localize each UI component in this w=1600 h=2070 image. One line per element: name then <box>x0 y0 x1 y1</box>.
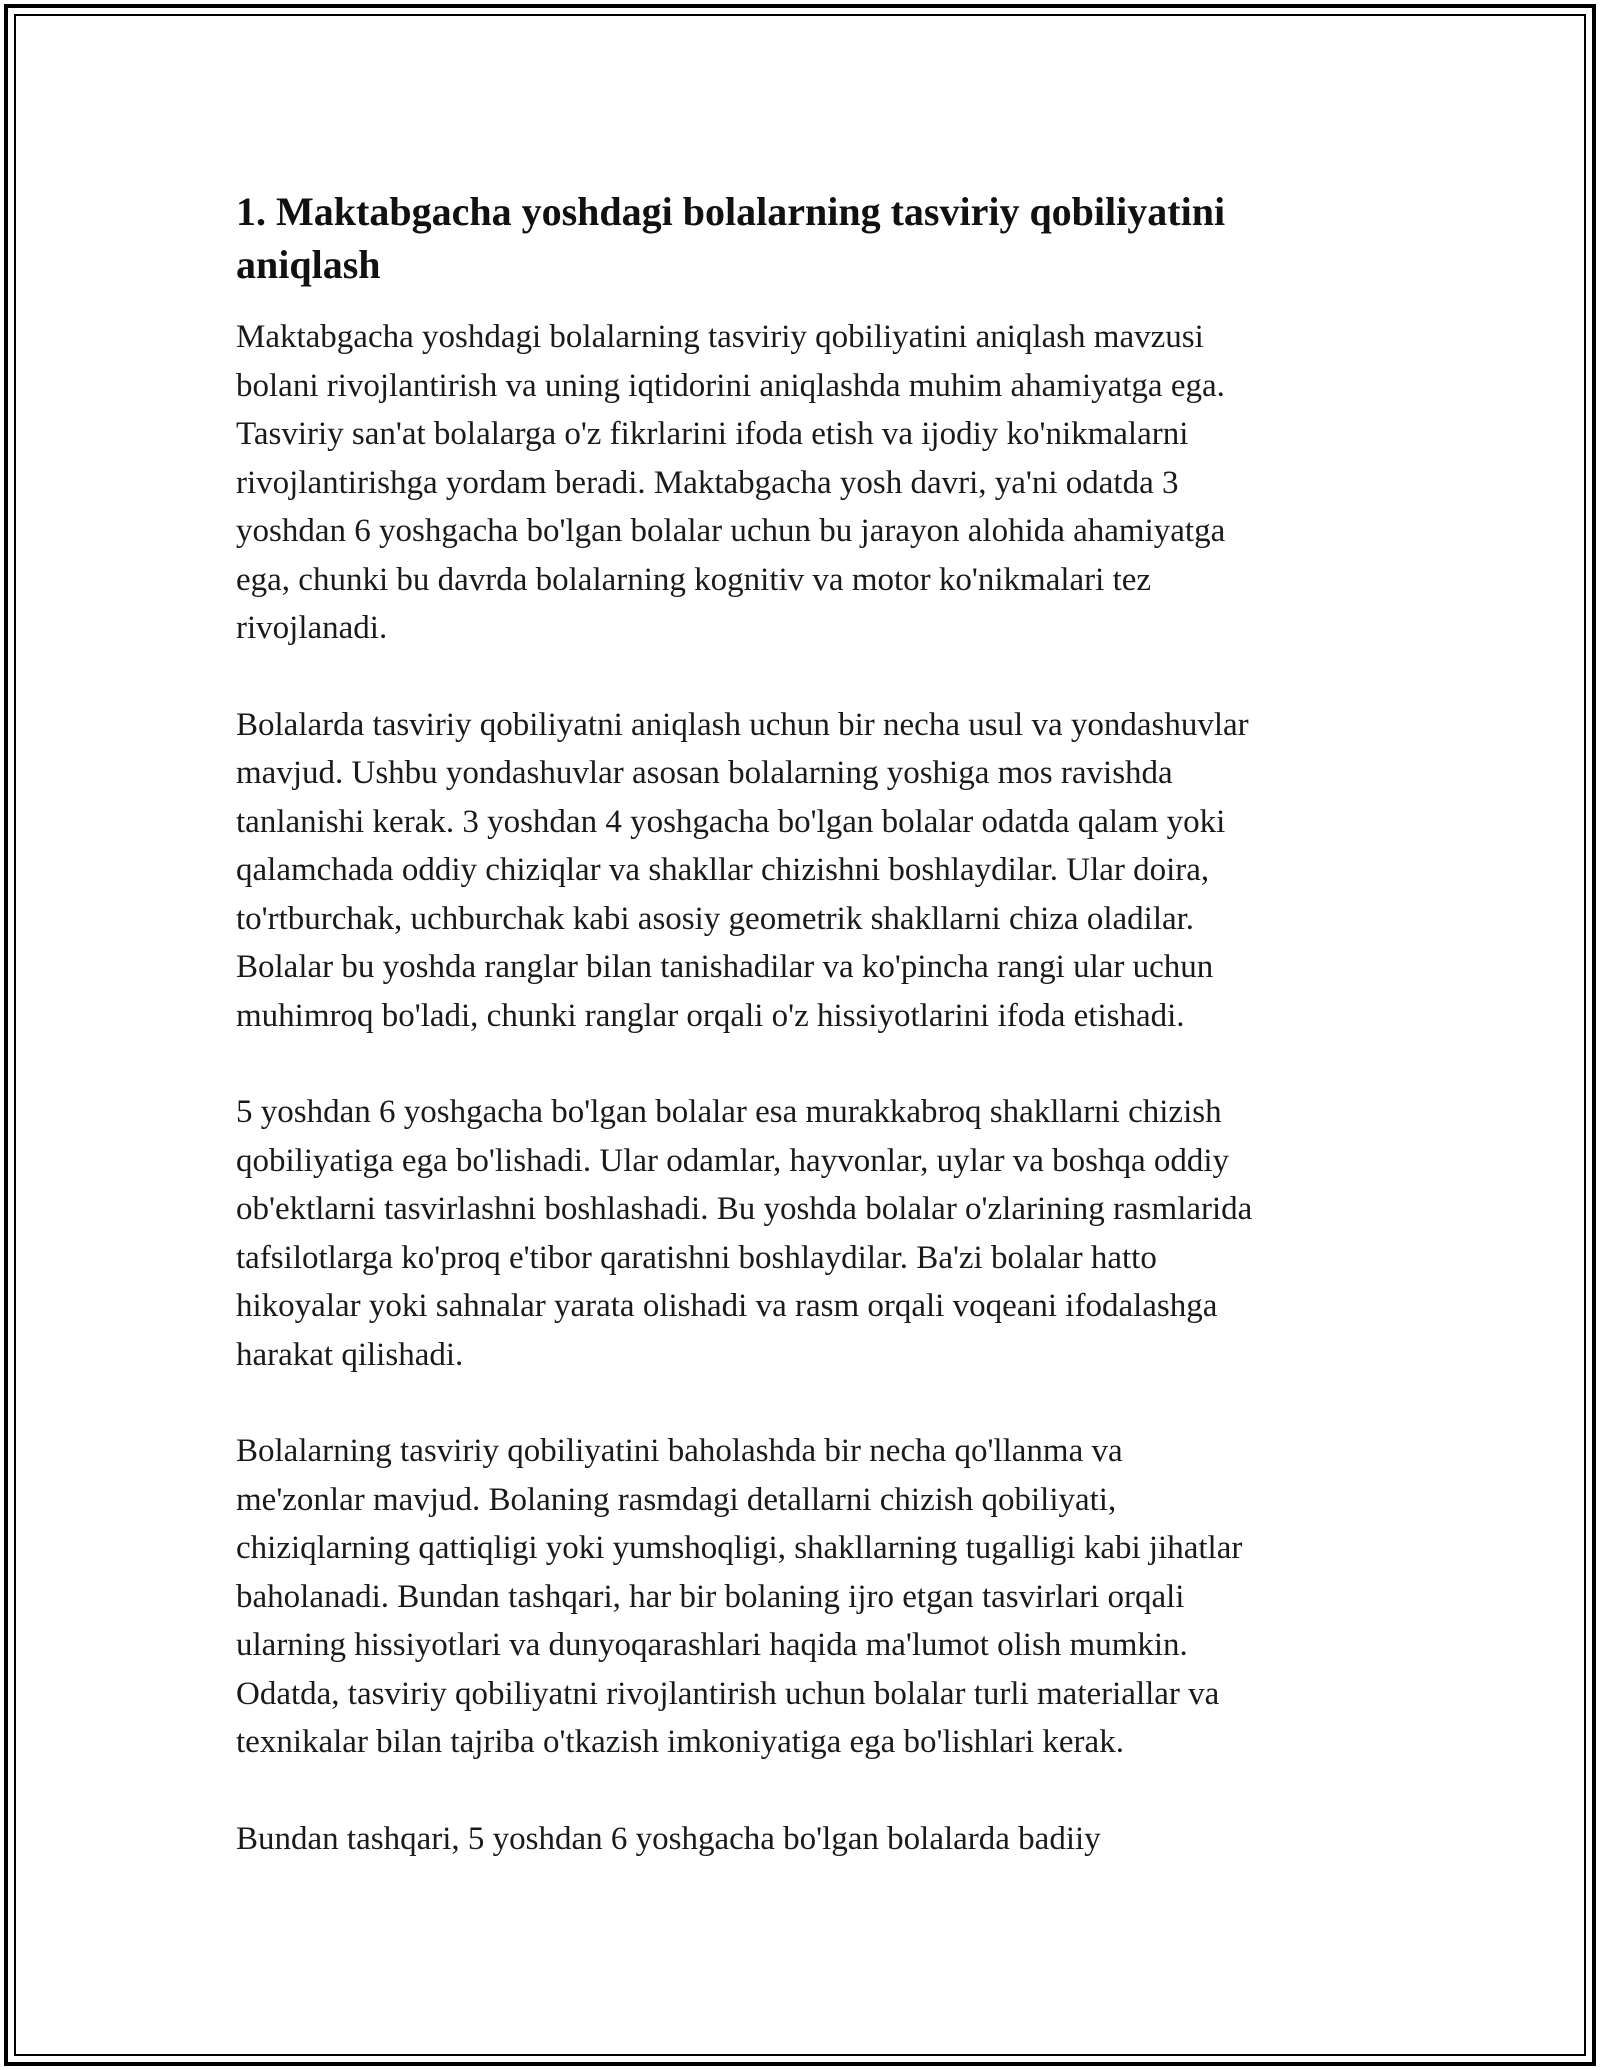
paragraph-line: baholanadi. Bundan tashqari, har bir bolaning ijro etgan tasvirlari orqali <box>236 1578 1185 1615</box>
paragraph-4 <box>236 1427 1396 1767</box>
paragraph-line: hikoyalar yoki sahnalar yarata olishadi va rasm orqali voqeani ifodalashga <box>236 1288 1218 1324</box>
paragraph-line: harakat qilishadi. <box>236 1336 464 1373</box>
paragraph-line: yoshdan 6 yoshgacha bo'lgan bolalar uchun bu jarayon alohida ahamiyatga <box>236 513 1226 549</box>
paragraph-line: Bolalar bu yoshda ranglar bilan tanishadilar va ko'pincha rangi ular uchun <box>236 949 1214 985</box>
paragraph-line: rivojlantirishga yordam beradi. Maktabgacha yosh davri, ya'ni odatda 3 <box>236 464 1179 501</box>
paragraph-line: ega, chunki bu davrda bolalarning kognitiv va motor ko'nikmalari tez <box>236 561 1152 598</box>
paragraph-line: tanlanishi kerak. 3 yoshdan 4 yoshgacha bo'lgan bolalar odatda qalam yoki <box>236 803 1226 840</box>
paragraph-line: rivojlanadi. <box>236 610 388 646</box>
paragraph-3 <box>236 1088 1396 1379</box>
paragraph-line: Odatda, tasviriy qobiliyatni rivojlantirish uchun bolalar turli materiallar va <box>236 1675 1220 1712</box>
paragraph-line: Tasviriy san'at bolalarga o'z fikrlarini ifoda etish va ijodiy ko'nikmalarni <box>236 416 1189 452</box>
paragraph-2 <box>236 701 1396 1041</box>
paragraph-line: Maktabgacha yoshdagi bolalarning tasviriy qobiliyatini aniqlash mavzusi <box>236 319 1204 355</box>
paragraph-line: texnikalar bilan tajriba o'tkazish imkoniyatiga ega bo'lishlari kerak. <box>236 1724 1124 1760</box>
paragraph-line: Bundan tashqari, 5 yoshdan 6 yoshgacha bo'lgan bolalarda badiiy <box>236 1820 1101 1857</box>
document-title: 1. Maktabgacha yoshdagi bolalarning tasviriy qobiliyatini aniqlash <box>236 189 1226 287</box>
paragraph-line: bolani rivojlantirish va uning iqtidorini aniqlashda muhim ahamiyatga ega. <box>236 367 1225 404</box>
paragraph-line: qalamchada oddiy chiziqlar va shakllar chizishni boshlaydilar. Ular doira, <box>236 852 1210 888</box>
paragraph-line: Bolalarning tasviriy qobiliyatini baholashda bir necha qo'llanma va <box>236 1433 1123 1469</box>
paragraph-line: Bolalarda tasviriy qobiliyatni aniqlash uchun bir necha usul va yondashuvlar <box>236 706 1249 743</box>
document-body <box>236 185 1396 1911</box>
paragraph-line: mavjud. Ushbu yondashuvlar asosan bolalarning yoshiga mos ravishda <box>236 755 1173 791</box>
paragraph-line: ularning hissiyotlari va dunyoqarashlari haqida ma'lumot olish mumkin. <box>236 1627 1188 1663</box>
paragraph-line: to'rtburchak, uchburchak kabi asosiy geometrik shakllarni chiza oladilar. <box>236 900 1195 937</box>
paragraph-line: tafsilotlarga ko'proq e'tibor qaratishni boshlaydilar. Ba'zi bolalar hatto <box>236 1239 1157 1276</box>
paragraph-1 <box>236 313 1396 653</box>
paragraph-line: ob'ektlarni tasvirlashni boshlashadi. Bu yoshda bolalar o'zlarining rasmlarida <box>236 1191 1253 1227</box>
paragraph-line: qobiliyatiga ega bo'lishadi. Ular odamlar, hayvonlar, uylar va boshqa oddiy <box>236 1142 1230 1179</box>
paragraph-5 <box>236 1815 1396 1864</box>
paragraph-line: chiziqlarning qattiqligi yoki yumshoqligi, shakllarning tugalligi kabi jihatlar <box>236 1530 1243 1566</box>
paragraph-line: me'zonlar mavjud. Bolaning rasmdagi detallarni chizish qobiliyati, <box>236 1481 1117 1518</box>
paragraph-line: muhimroq bo'ladi, chunki ranglar orqali o'z hissiyotlarini ifoda etishadi. <box>236 997 1185 1034</box>
paragraph-line: 5 yoshdan 6 yoshgacha bo'lgan bolalar esa murakkabroq shakllarni chizish <box>236 1094 1222 1130</box>
